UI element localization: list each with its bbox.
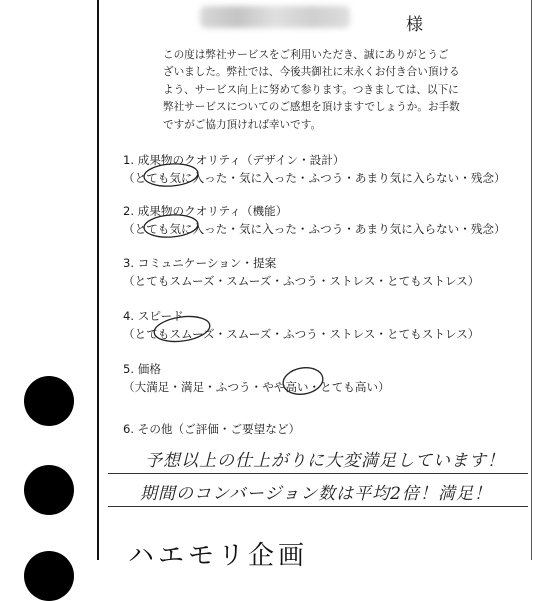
question-options: （大満足・満足・ふつう・やや高い・とても高い） (123, 380, 390, 394)
question-title: 5. 価格 (123, 362, 161, 376)
question-title: 2. 成果物のクオリティ（機能） (123, 204, 288, 218)
handwritten-comment-line-2: 期間のコンバージョン数は平均2倍！満足！ (140, 484, 492, 504)
question-options: （とてもスムーズ・スムーズ・ふつう・ストレス・とてもストレス） (123, 327, 480, 341)
question-options: （とてもスムーズ・スムーズ・ふつう・ストレス・とてもストレス） (123, 274, 480, 288)
question-title: 3. コミュニケーション・提案 (123, 256, 277, 270)
circle-mark-q5 (281, 365, 325, 398)
question-title: 4. スピード (123, 309, 184, 323)
question-options: （とても気に入った・気に入った・ふつう・あまり気に入らない・残念） (123, 171, 506, 185)
intro-text: この度は弊社サービスをご利用いただき、誠にありがとうご ざいました。弊社では、今後共御社に末永くお付き合い頂ける よう、サービス向上に努めて参ります。つきましては、以下に 弊社サービスについてのご感想を頂けますでしょうか。お手数 ですがご協力頂ければ幸いです。 (163, 49, 460, 131)
circle-mark-q2 (143, 213, 198, 239)
question-title: 6. その他（ご評価・ご要望など） (123, 422, 301, 436)
handwritten-signature: ハエモリ企画 (128, 541, 309, 571)
question-options: （とても気に入った・気に入った・ふつう・あまり気に入らない・残念） (123, 222, 506, 236)
circle-mark-q4 (153, 313, 212, 345)
question-title: 1. 成果物のクオリティ（デザイン・設計） (123, 153, 345, 167)
circle-mark-q1 (143, 162, 198, 188)
recipient-suffix: 様 (406, 15, 423, 35)
handwritten-comment-line-1: 予想以上の仕上がりに大変満足しています！ (145, 451, 505, 471)
